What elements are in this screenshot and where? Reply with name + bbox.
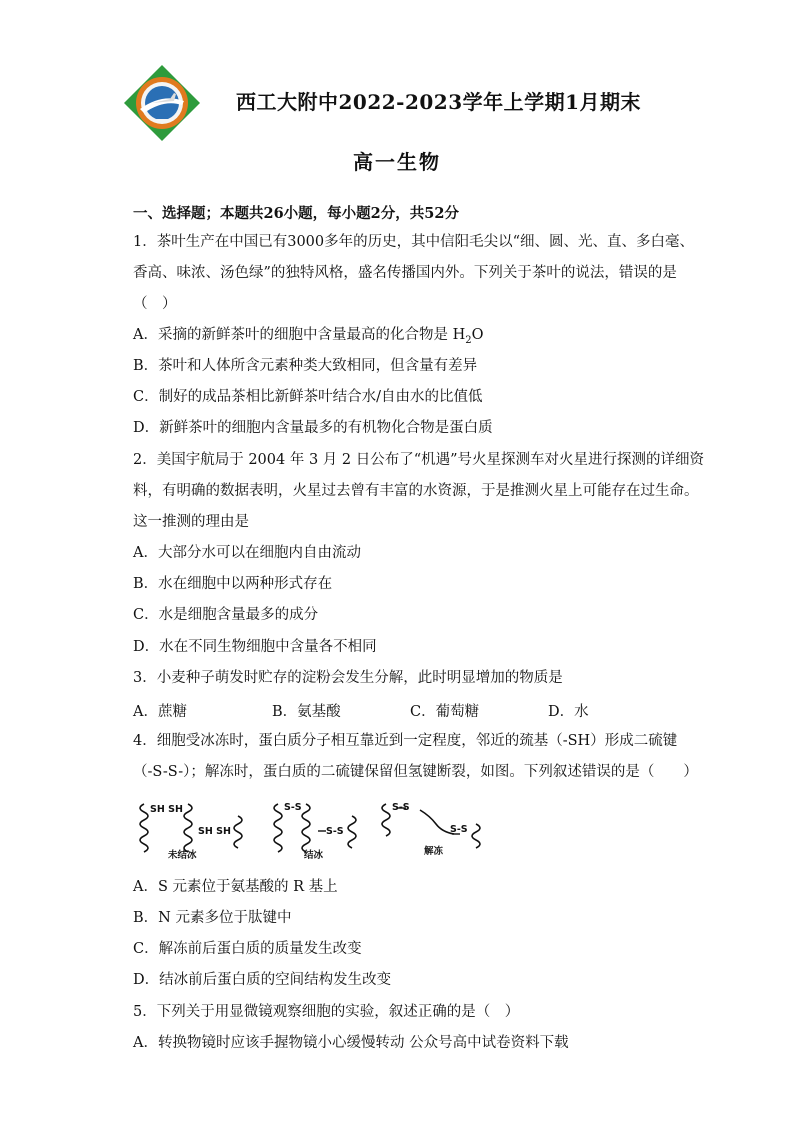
q1-option-d: D．新鲜茶叶的细胞内含量最多的有机物化合物是蛋白质 — [133, 420, 493, 436]
label-ss-thaw-bottom: S-S — [450, 824, 468, 835]
q4-option-c: C．解冻前后蛋白质的质量发生改变 — [133, 941, 362, 957]
q2-option-a: A．大部分水可以在细胞内自由流动 — [133, 545, 361, 561]
q5-stem: 5．下列关于用显微镜观察细胞的实验，叙述正确的是（ ） — [133, 1004, 520, 1020]
q5-option-a: A．转换物镜时应该手握物镜小心缓慢转动 公众号高中试卷资料下载 — [133, 1035, 569, 1051]
q1-option-c: C．制好的成品茶相比新鲜茶叶结合水/自由水的比值低 — [133, 389, 483, 405]
q3-option-c: C．葡萄糖 — [410, 704, 480, 720]
q2-option-d: D．水在不同生物细胞中含量各不相同 — [133, 639, 377, 655]
q2-stem-line1: 2．美国宇航局于 2004 年 3 月 2 日公布了“机遇”号火星探测车对火星进行探测的详细资 — [133, 452, 705, 468]
q1-option-a: A．采摘的新鲜茶叶的细胞中含量最高的化合物是 $H_2O$ — [133, 327, 484, 346]
q2-option-b: B．水在细胞中以两种形式存在 — [133, 576, 333, 592]
label-ss-thaw-top: S-S — [392, 802, 410, 813]
label-thaw: 解冻 — [424, 846, 444, 857]
q4-stem-line1: 4．细胞受冰冻时，蛋白质分子相互靠近到一定程度，邻近的巯基（-SH）形成二硫键 — [133, 733, 678, 749]
label-ss-frozen-top: S-S — [284, 802, 302, 813]
school-logo — [122, 63, 202, 143]
q1-option-b: B．茶叶和人体所含元素种类大致相同，但含量有差异 — [133, 358, 478, 374]
document-title: 西工大附中2022-2023学年上学期1月期末 — [236, 90, 642, 114]
q1-stem-line1: 1．茶叶生产在中国已有3000多年的历史，其中信阳毛尖以“细、圆、光、直、多白毫、 — [133, 234, 695, 250]
q2-stem-line2: 料，有明确的数据表明，火星过去曾有丰富的水资源，于是推测火星上可能存在过生命。 — [133, 483, 699, 499]
label-sh-bottom: SH SH — [198, 826, 231, 837]
protein-disulfide-diagram — [130, 798, 490, 862]
label-unfrozen: 未结冰 — [168, 850, 197, 861]
label-ss-frozen-bottom: S-S — [326, 826, 344, 837]
q1-stem-line2: 香高、味浓、汤色绿”的独特风格，盛名传播国内外。下列关于茶叶的说法，错误的是 — [133, 265, 677, 281]
q3-option-b: B．氨基酸 — [272, 704, 341, 720]
q3-option-a: A．蔗糖 — [133, 704, 187, 720]
q4-option-a: A．S 元素位于氨基酸的 R 基上 — [133, 879, 338, 895]
label-frozen: 结冰 — [304, 850, 324, 861]
section-heading: 一、选择题；本题共26小题，每小题2分，共52分 — [133, 205, 459, 222]
q3-option-d: D．水 — [548, 704, 589, 720]
q4-stem-line2: （-S-S-）；解冻时，蛋白质的二硫键保留但氢键断裂，如图。下列叙述错误的是（ ） — [133, 764, 698, 780]
q4-option-d: D．结冰前后蛋白质的空间结构发生改变 — [133, 972, 392, 988]
q1-stem-line3: （ ） — [133, 296, 177, 312]
document-subtitle: 高一生物 — [353, 150, 441, 174]
label-sh-top: SH SH — [150, 804, 183, 815]
q4-option-b: B．N 元素多位于肽键中 — [133, 910, 292, 926]
q3-stem: 3．小麦种子萌发时贮存的淀粉会发生分解，此时明显增加的物质是 — [133, 670, 563, 686]
q2-option-c: C．水是细胞含量最多的成分 — [133, 607, 319, 623]
q2-stem-line3: 这一推测的理由是 — [133, 514, 249, 530]
